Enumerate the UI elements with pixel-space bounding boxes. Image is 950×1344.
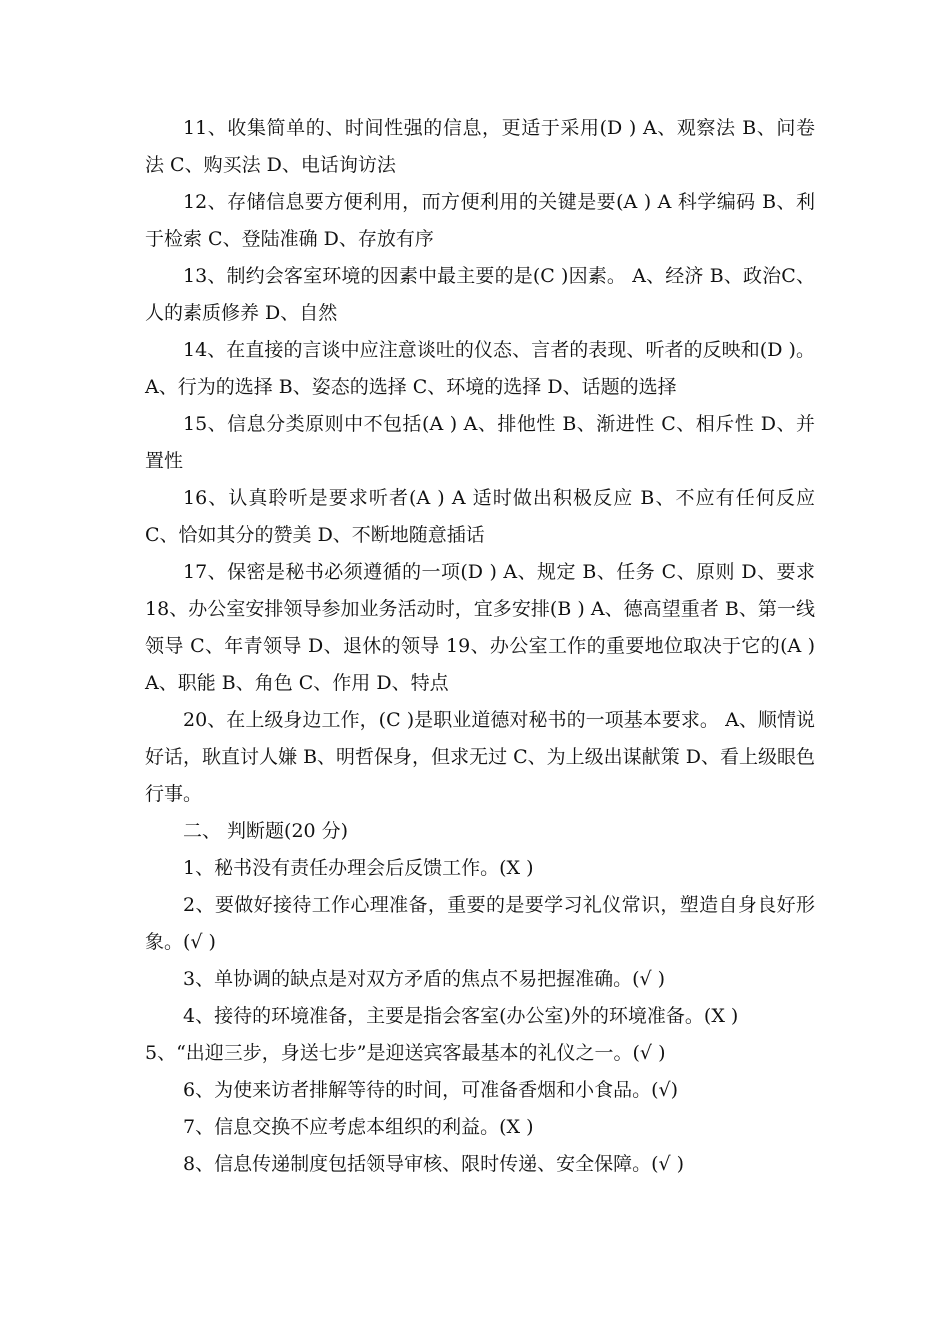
judgment-5: 5、“出迎三步，身送七步”是迎送宾客最基本的礼仪之一。(√ ) [145,1042,666,1064]
question-17-19: 17、保密是秘书必须遵循的一项(D ) A、规定 B、任务 C、原则 D、要求 18、办公室安排领导参加业务活动时，宜多安排(B ) A、德高望重者 B、第一线领导 C、年青领导 D、退休的领导 19、办公室工作的重要地位取决于它的(A ) A、职能 B、角色 C、作用 D、特点 [145,561,815,694]
question-15: 15、信息分类原则中不包括(A ) A、排他性 B、渐进性 C、相斥性 D、并置性 [145,413,815,472]
judgment-7: 7、信息交换不应考虑本组织的利益。(X ) [183,1116,534,1138]
judgment-6: 6、为使来访者排解等待的时间，可准备香烟和小食品。(√) [183,1079,679,1101]
judgment-8: 8、信息传递制度包括领导审核、限时传递、安全保障。(√ ) [183,1153,685,1175]
question-12: 12、存储信息要方便利用，而方便利用的关键是要(A ) A 科学编码 B、利于检索 C、登陆准确 D、存放有序 [145,191,815,250]
question-13: 13、制约会客室环境的因素中最主要的是(C )因素。 A、经济 B、政治C、人的素质修养 D、自然 [145,265,815,324]
question-16: 16、认真聆听是要求听者(A ) A 适时做出积极反应 B、不应有任何反应 C、恰如其分的赞美 D、不断地随意插话 [145,487,815,546]
section-heading-true-false: 二、 判断题(20 分) [183,820,349,842]
judgment-2: 2、要做好接待工作心理准备，重要的是要学习礼仪常识，塑造自身良好形象。(√ ) [145,894,815,953]
document-body [145,110,815,1183]
question-14: 14、在直接的言谈中应注意谈吐的仪态、言者的表现、听者的反映和(D )。 A、行为的选择 B、姿态的选择 C、环境的选择 D、话题的选择 [145,339,815,398]
question-20: 20、在上级身边工作，(C )是职业道德对秘书的一项基本要求。 A、顺情说好话，耿直讨人嫌 B、明哲保身，但求无过 C、为上级出谋献策 D、看上级眼色行事。 [145,709,815,805]
judgment-3: 3、单协调的缺点是对双方矛盾的焦点不易把握准确。(√ ) [183,968,666,990]
question-11: 11、收集简单的、时间性强的信息，更适于采用(D ) A、观察法 B、问卷法 C、购买法 D、电话询访法 [145,117,815,176]
judgment-4: 4、接待的环境准备，主要是指会客室(办公室)外的环境准备。(X ) [183,1005,739,1027]
judgment-1: 1、秘书没有责任办理会后反馈工作。(X ) [183,857,534,879]
